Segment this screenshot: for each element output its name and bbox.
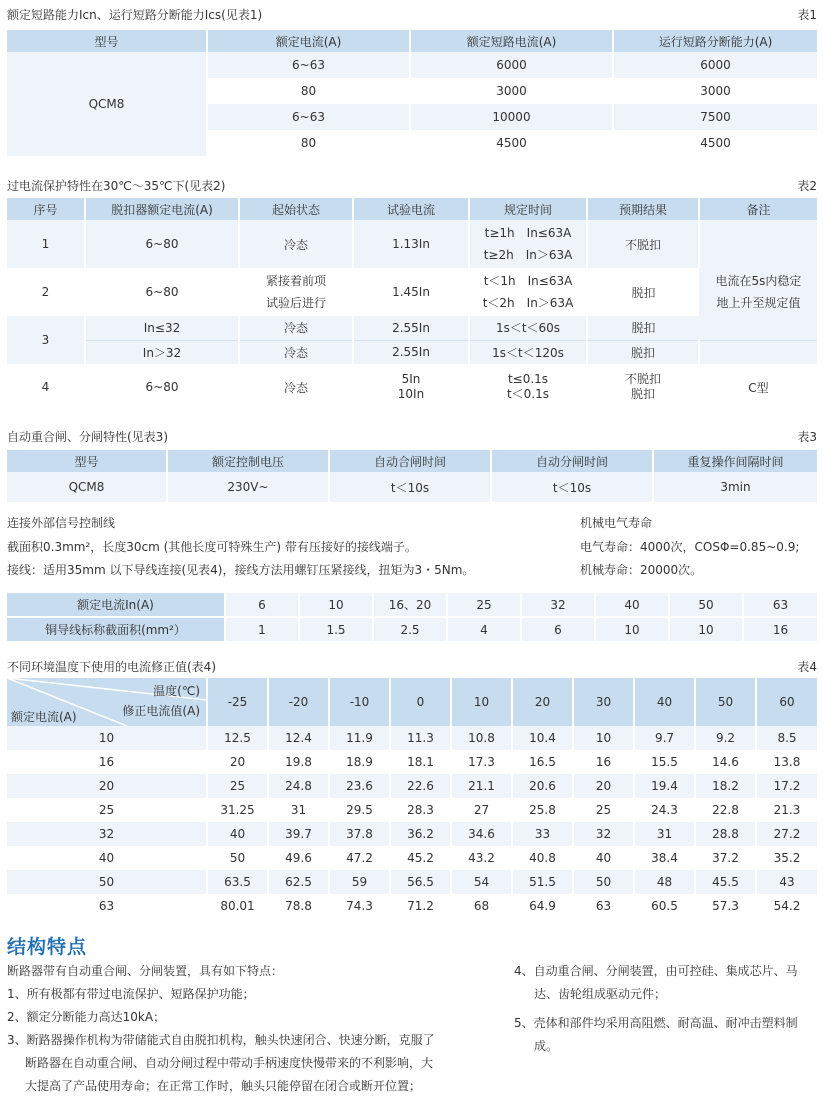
correction-value-cell: 40.8: [512, 846, 573, 870]
table2-cell: 6~80: [85, 268, 239, 316]
wire-label-section: 铜导线标称截面积(mm²）: [7, 617, 225, 641]
correction-value-cell: 24.3: [634, 798, 695, 822]
structure-point-2: 2、额定分断能力高达10kA；: [7, 1010, 166, 1024]
time-line: t＜0.1s: [506, 387, 550, 401]
correction-value-cell: 8.5: [777, 731, 797, 745]
test-line: 10In: [397, 387, 425, 401]
correction-value-cell: 25.8: [512, 798, 573, 822]
table2-cell: 脱扣: [631, 321, 656, 336]
table2-cell: [469, 220, 587, 268]
structure-point-1: 1、所有极都有带过电流保护、短路保护功能；: [7, 987, 255, 1001]
table-row: [7, 870, 817, 894]
correction-value-cell: 18.9: [329, 750, 390, 774]
table2: [7, 198, 817, 410]
note-line: 电流在5s内稳定: [715, 274, 802, 288]
time-line: t≥1h In≤63A: [484, 226, 572, 240]
correction-value-cell: 19.8: [268, 750, 329, 774]
table2-cell: 1.13In: [353, 220, 469, 268]
table3-header: 自动合闸时间: [329, 450, 491, 472]
result-line: 脱扣: [630, 387, 655, 401]
table3-header: 额定控制电压: [167, 450, 329, 472]
temp-header: 10: [451, 678, 512, 726]
rated-current-cell: 50: [7, 870, 207, 894]
info-right-line2: 机械寿命：20000次。: [580, 563, 703, 577]
table1-cell: 6~63: [207, 52, 410, 78]
correction-value-cell: 10: [573, 726, 634, 750]
correction-value-cell: 48: [634, 870, 695, 894]
table2-cell: 2.55In: [353, 316, 469, 340]
correction-value-cell: 21.3: [773, 803, 801, 817]
correction-value-cell: 22.6: [390, 774, 451, 798]
wire-cell: 6: [225, 593, 299, 617]
table2-cell: 不脱扣: [587, 220, 699, 268]
table2-header: 预期结果: [587, 198, 699, 220]
correction-value-cell: 10.8: [451, 726, 512, 750]
corner-temp-label: 温度(℃): [153, 684, 200, 698]
table3-cell: 3min: [720, 480, 751, 494]
correction-value-cell: 34.6: [451, 822, 512, 846]
time-line: t＜1h In≤63A: [483, 274, 573, 288]
table2-cell: 1s＜t＜60s: [469, 316, 587, 340]
wire-cell: 25: [447, 593, 521, 617]
table2-cell: 1.45In: [353, 268, 469, 316]
structure-right-column: [514, 960, 819, 1058]
table2-cell: [353, 364, 469, 410]
table3-title: 自动重合闸、分闸特性(见表3): [7, 430, 168, 444]
table1-cell: 80: [207, 78, 410, 104]
correction-value-cell: 45.2: [390, 846, 451, 870]
correction-value-cell: 27.2: [773, 827, 801, 841]
correction-value-cell: 27: [451, 798, 512, 822]
info-left-line2: 接线：适用35mm 以下导线连接(见表4)，接线方法用螺钉压紧接线，扭矩为3・5Nm。: [7, 563, 475, 577]
temp-header: 40: [634, 678, 695, 726]
rated-current-cell: 16: [7, 750, 207, 774]
structure-point-5a: 5、壳体和部件均采用高阻燃、耐高温、耐冲击塑料制: [514, 1016, 798, 1030]
table2-cell: 3: [7, 316, 85, 364]
table1-model-cell: QCM8: [7, 52, 207, 156]
correction-value-cell: 18.1: [390, 750, 451, 774]
table2-cell: [469, 268, 587, 316]
table2-empty-note: [699, 340, 817, 364]
correction-value-cell: 49.6: [268, 846, 329, 870]
table2-header: 起始状态: [239, 198, 353, 220]
correction-value-cell: 60.5: [634, 894, 695, 918]
correction-value-cell: 14.6: [695, 750, 756, 774]
correction-value-cell: 78.8: [268, 894, 329, 918]
table4: [7, 678, 817, 918]
structure-title: 结构特点: [7, 936, 88, 958]
note-line: 地上升至规定值: [716, 296, 801, 310]
table2-header: 脱扣器额定电流(A): [85, 198, 239, 220]
correction-value-cell: 28.8: [695, 822, 756, 846]
correction-value-cell: 25: [207, 774, 268, 798]
correction-value-cell: 40: [573, 846, 634, 870]
table2-cell: C型: [748, 380, 769, 395]
table1-header-model: 型号: [7, 30, 207, 52]
table-row: [7, 846, 817, 870]
correction-value-cell: 9.7: [634, 726, 695, 750]
wire-table: [7, 593, 817, 641]
table1-cell: 3000: [700, 84, 731, 98]
table1-tag: 表1: [797, 8, 817, 22]
table1-cell: 6000: [410, 52, 613, 78]
table2-cell: In≤32: [85, 316, 239, 340]
wire-cell: 1: [225, 617, 299, 641]
correction-value-cell: 31.25: [207, 798, 268, 822]
table2-cell: [239, 268, 353, 316]
correction-value-cell: 31: [634, 822, 695, 846]
wire-cell: 16: [743, 617, 817, 641]
table3-cell: t＜10s: [329, 472, 491, 502]
info-left-title: 连接外部信号控制线: [7, 516, 116, 530]
corner-rated-label: 额定电流(A): [11, 710, 77, 724]
wire-cell: 16、20: [373, 593, 447, 617]
result-line: 不脱扣: [624, 372, 661, 386]
rated-current-cell: 40: [7, 846, 207, 870]
info-left-line1: 截面积0.3mm²，长度30cm (其他长度可特殊生产) 带有压接好的接线端子。: [7, 540, 417, 554]
table-row: [7, 798, 817, 822]
info-right-line1: 电气寿命：4000次，COSΦ=0.85~0.9;: [580, 540, 800, 554]
structure-point-3a: 3、断路器操作机构为带储能式自由脱扣机构，触头快速闭合、快速分断，克服了: [7, 1033, 435, 1047]
correction-value-cell: 64.9: [512, 894, 573, 918]
table2-cell: 冷态: [239, 340, 353, 364]
table4-tag: 表4: [797, 660, 817, 674]
wire-cell: 63: [743, 593, 817, 617]
table2-cell: [587, 364, 699, 410]
table1-cell: 10000: [410, 104, 613, 130]
state-line: 试验后进行: [265, 296, 326, 310]
correction-value-cell: 59: [329, 870, 390, 894]
structure-left-column: [7, 960, 497, 1098]
correction-value-cell: 74.3: [329, 894, 390, 918]
wire-cell: 10: [595, 617, 669, 641]
table2-cell: 冷态: [239, 364, 353, 410]
table2-note-cell: [699, 220, 817, 340]
table3-cell: 230V~: [167, 472, 329, 502]
structure-point-3b: 断路器在自动重合闸、自动分闸过程中带动手柄速度快慢带来的不利影响，大: [25, 1056, 434, 1070]
table2-tag: 表2: [797, 179, 817, 193]
correction-value-cell: 47.2: [329, 846, 390, 870]
correction-value-cell: 51.5: [512, 870, 573, 894]
correction-value-cell: 16: [573, 750, 634, 774]
temp-header: -25: [207, 678, 268, 726]
correction-value-cell: 33: [512, 822, 573, 846]
correction-value-cell: 22.8: [695, 798, 756, 822]
correction-value-cell: 11.3: [390, 726, 451, 750]
table1-cell: 80: [207, 130, 410, 156]
table1-cell: 4500: [700, 136, 731, 150]
structure-intro: 断路器带有自动重合闸、分闸装置，具有如下特点：: [7, 964, 284, 978]
correction-value-cell: 40: [207, 822, 268, 846]
wire-cell: 40: [595, 593, 669, 617]
table4-title: 不同环境温度下使用的电流修正值(表4): [7, 660, 216, 674]
table2-cell: 1s＜t＜120s: [469, 340, 587, 364]
table2-header: 规定时间: [469, 198, 587, 220]
wire-label-current: 额定电流In(A): [7, 593, 225, 617]
correction-value-cell: 62.5: [268, 870, 329, 894]
correction-value-cell: 18.2: [695, 774, 756, 798]
table1-header-ics: 运行短路分断能力(A): [613, 30, 817, 52]
correction-value-cell: 31: [268, 798, 329, 822]
table3-header: 型号: [7, 450, 167, 472]
rated-current-cell: 63: [7, 894, 207, 918]
wire-cell: 1.5: [299, 617, 373, 641]
table2-cell: 冷态: [239, 220, 353, 268]
correction-value-cell: 63.5: [207, 870, 268, 894]
info-right-title: 机械电气寿命: [580, 516, 653, 530]
correction-value-cell: 13.8: [773, 755, 801, 769]
rated-current-cell: 25: [7, 798, 207, 822]
temp-header: 30: [573, 678, 634, 726]
correction-value-cell: 63: [573, 894, 634, 918]
table3-cell: t＜10s: [491, 472, 653, 502]
correction-value-cell: 25: [573, 798, 634, 822]
temp-header: -20: [268, 678, 329, 726]
correction-value-cell: 80.01: [207, 894, 268, 918]
table2-cell: In＞32: [85, 340, 239, 364]
correction-value-cell: 68: [451, 894, 512, 918]
wire-cell: 50: [669, 593, 743, 617]
wire-cell: 32: [521, 593, 595, 617]
correction-value-cell: 39.7: [268, 822, 329, 846]
table1-cell: 6000: [700, 58, 731, 72]
correction-value-cell: 36.2: [390, 822, 451, 846]
correction-value-cell: 50: [573, 870, 634, 894]
correction-value-cell: 37.2: [695, 846, 756, 870]
correction-value-cell: 17.3: [451, 750, 512, 774]
time-line: t＜2h In＞63A: [482, 296, 574, 310]
correction-value-cell: 43.2: [451, 846, 512, 870]
correction-value-cell: 10.4: [512, 726, 573, 750]
table2-cell: 1: [7, 220, 85, 268]
correction-value-cell: 28.3: [390, 798, 451, 822]
correction-value-cell: 9.2: [695, 726, 756, 750]
table2-cell: [469, 364, 587, 410]
correction-value-cell: 56.5: [390, 870, 451, 894]
table2-cell: 冷态: [239, 316, 353, 340]
table2-cell: 脱扣: [587, 340, 699, 364]
correction-value-cell: 12.4: [268, 726, 329, 750]
table2-cell: 2: [7, 268, 85, 316]
correction-value-cell: 23.6: [329, 774, 390, 798]
table2-cell: 6~80: [85, 220, 239, 268]
correction-value-cell: 54: [451, 870, 512, 894]
table2-header: 备注: [699, 198, 817, 220]
table1-header-rated: 额定电流(A): [207, 30, 410, 52]
wire-cell: 4: [447, 617, 521, 641]
table2-cell: 脱扣: [631, 285, 656, 300]
correction-value-cell: 16.5: [512, 750, 573, 774]
correction-value-cell: 12.5: [207, 726, 268, 750]
table4-corner: [7, 678, 207, 726]
structure-point-4a: 4、自动重合闸、分闸装置，由可控硅、集成芯片、马: [514, 964, 798, 978]
table1: [7, 30, 817, 156]
correction-value-cell: 45.5: [695, 870, 756, 894]
temp-header: 60: [756, 678, 817, 726]
correction-value-cell: 32: [573, 822, 634, 846]
correction-value-cell: 20: [207, 750, 268, 774]
correction-value-cell: 43: [779, 875, 795, 889]
correction-value-cell: 38.4: [634, 846, 695, 870]
table-row: [7, 726, 817, 750]
table-row: [7, 750, 817, 774]
wire-cell: 6: [521, 617, 595, 641]
correction-value-cell: 11.9: [329, 726, 390, 750]
table-row: [7, 822, 817, 846]
table-row: [7, 774, 817, 798]
temp-header: -10: [329, 678, 390, 726]
correction-value-cell: 17.2: [773, 779, 801, 793]
table2-header: 序号: [7, 198, 85, 220]
table3-header: 自动分闸时间: [491, 450, 653, 472]
wire-cell: 10: [299, 593, 373, 617]
table4-body: [7, 726, 817, 918]
table2-cell: 4: [7, 364, 85, 410]
rated-current-cell: 10: [7, 726, 207, 750]
rated-current-cell: 20: [7, 774, 207, 798]
table2-cell: 2.55In: [353, 340, 469, 364]
wire-cell: 2.5: [373, 617, 447, 641]
table3-tag: 表3: [797, 430, 817, 444]
table1-header-short: 额定短路电流(A): [410, 30, 613, 52]
state-line: 紧接着前项: [265, 274, 326, 288]
correction-value-cell: 50: [207, 846, 268, 870]
table1-cell: 4500: [410, 130, 613, 156]
temp-header: 50: [695, 678, 756, 726]
table1-title: 额定短路能力Icn、运行短路分断能力Ics(见表1): [7, 8, 263, 22]
table3: [7, 450, 817, 502]
table1-cell: 6~63: [207, 104, 410, 130]
structure-point-3c: 大提高了产品使用寿命；在正常工作时，触头只能停留在闭合或断开位置；: [25, 1079, 422, 1093]
table1-cell: 7500: [700, 110, 731, 124]
correction-value-cell: 29.5: [329, 798, 390, 822]
temp-header: 0: [390, 678, 451, 726]
table3-cell: QCM8: [7, 472, 167, 502]
corner-corr-label: 修正电流值(A): [122, 704, 200, 718]
structure-point-4b: 达、齿轮组成驱动元件；: [534, 987, 667, 1001]
table2-title: 过电流保护特性在30℃～35℃下(见表2): [7, 179, 226, 193]
table3-header: 重复操作间隔时间: [653, 450, 817, 472]
correction-value-cell: 57.3: [695, 894, 756, 918]
table-row: [7, 894, 817, 918]
rated-current-cell: 32: [7, 822, 207, 846]
test-line: 5In: [401, 372, 421, 386]
table2-cell: 6~80: [85, 364, 239, 410]
correction-value-cell: 15.5: [634, 750, 695, 774]
correction-value-cell: 20.6: [512, 774, 573, 798]
time-line: t≥2h In＞63A: [483, 248, 573, 262]
structure-point-5b: 成。: [534, 1039, 559, 1053]
table2-header: 试验电流: [353, 198, 469, 220]
correction-value-cell: 37.8: [329, 822, 390, 846]
correction-value-cell: 21.1: [451, 774, 512, 798]
correction-value-cell: 35.2: [773, 851, 801, 865]
correction-value-cell: 71.2: [390, 894, 451, 918]
correction-value-cell: 24.8: [268, 774, 329, 798]
table1-cell: 3000: [410, 78, 613, 104]
correction-value-cell: 19.4: [634, 774, 695, 798]
temp-header: 20: [512, 678, 573, 726]
time-line: t≤0.1s: [507, 372, 549, 386]
correction-value-cell: 20: [573, 774, 634, 798]
wire-cell: 10: [669, 617, 743, 641]
correction-value-cell: 54.2: [773, 899, 801, 913]
